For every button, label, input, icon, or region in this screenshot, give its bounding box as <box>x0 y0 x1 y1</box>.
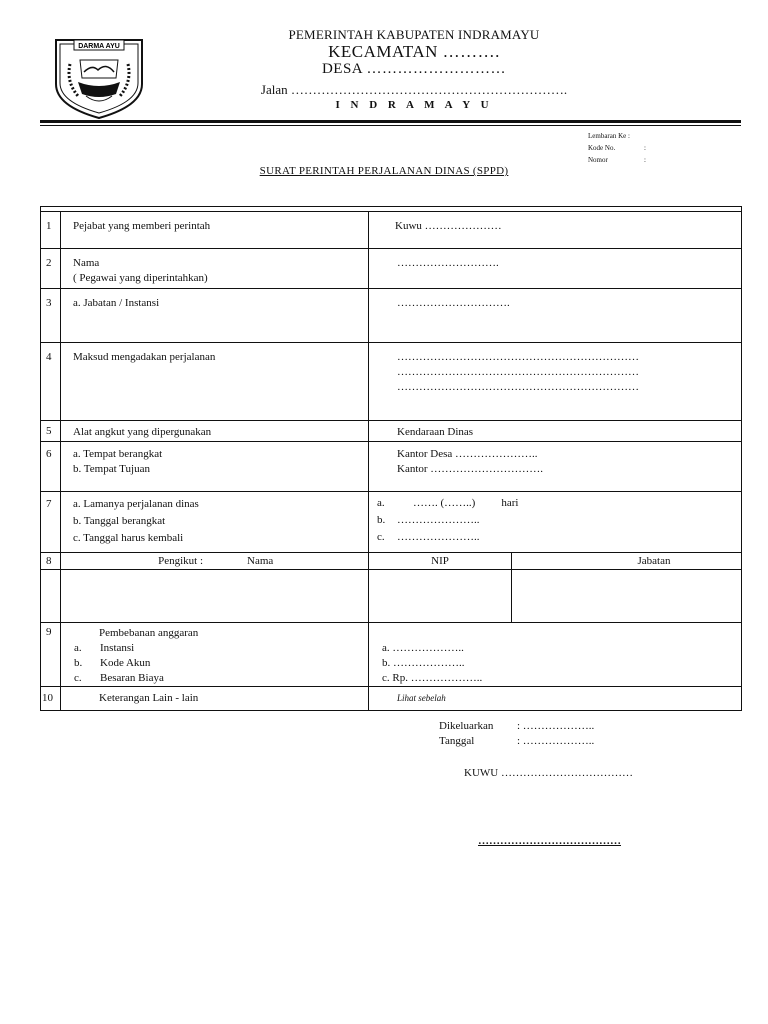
label-text: Kode Akun <box>100 657 151 669</box>
nip-header: NIP <box>369 553 512 570</box>
row-3 <box>41 289 742 343</box>
label-line: a. Lamanya perjalanan dinas <box>73 498 199 510</box>
row-number: 2 <box>41 249 61 289</box>
value-line: Kantor Desa ………………….. <box>397 448 538 460</box>
kecamatan-line: KECAMATAN ………. <box>328 42 500 61</box>
pengikut-header-cell <box>61 553 369 570</box>
kode-label: Kode No. <box>588 144 616 152</box>
header-rule-thin <box>40 125 741 126</box>
lembaran-label: Lembaran Ke : <box>588 132 630 140</box>
row-9 <box>41 623 742 687</box>
kuwu-signatory: KUWU ……………………………… <box>464 767 633 779</box>
row-number: 4 <box>41 343 61 421</box>
row-value: Lihat sebelah <box>369 687 742 711</box>
row-4 <box>41 343 742 421</box>
dikeluarkan-value: : ……………….. <box>517 720 595 732</box>
row-label <box>61 623 369 687</box>
label-text: Besaran Biaya <box>100 672 164 684</box>
kode-value: : <box>644 144 646 152</box>
row-number: 6 <box>41 442 61 492</box>
dikeluarkan-row <box>439 720 594 732</box>
pengikut-nip-cell <box>369 570 512 623</box>
row-value: ………………………. <box>369 249 742 289</box>
row-1 <box>41 212 742 249</box>
address-line: Jalan ………………………………………………………. <box>260 82 568 97</box>
row-number: 5 <box>41 421 61 442</box>
jabatan-header: Jabatan <box>512 553 742 570</box>
value-text: ……. (……..) <box>413 497 476 509</box>
row-7 <box>41 492 742 553</box>
pengikut-label: Pengikut : <box>158 555 203 567</box>
label-line: a. Tempat berangkat <box>73 448 163 460</box>
kode-row <box>588 144 646 152</box>
row-8-header <box>41 553 742 570</box>
value-line: c. Rp. ……………….. <box>382 672 483 684</box>
signatory-name-line: ………………………………… <box>478 835 621 847</box>
row-5 <box>41 421 742 442</box>
government-name: PEMERINTAH KABUPATEN INDRAMAYU <box>288 27 540 42</box>
value-line: a. ……………….. <box>382 642 464 654</box>
nomor-value: : <box>644 156 646 164</box>
nama-header: Nama <box>247 555 274 567</box>
value-prefix: a. <box>377 497 385 509</box>
row-value: Kuwu ………………… <box>369 212 742 249</box>
label-prefix: a. <box>74 642 82 654</box>
desa-line: DESA ……………………… <box>321 61 507 77</box>
pengikut-jabatan-cell <box>512 570 742 623</box>
label-line <box>74 656 368 671</box>
row-number: 1 <box>41 212 61 249</box>
row-label: Keterangan Lain - lain <box>61 687 369 711</box>
label-prefix: b. <box>74 657 83 669</box>
value-line: ………………………………………………………… <box>397 381 639 393</box>
label-line: Nama <box>73 257 100 269</box>
nomor-row <box>588 156 646 164</box>
row-value <box>369 442 742 492</box>
value-line: ………………………………………………………… <box>397 366 639 378</box>
row-number-empty <box>41 570 61 623</box>
label-line: ( Pegawai yang diperintahkan) <box>73 272 208 284</box>
row-label: a. Jabatan / Instansi <box>61 289 369 343</box>
row-label: Maksud mengadakan perjalanan <box>61 343 369 421</box>
label-line: Pembebanan anggaran <box>99 627 199 639</box>
row-value: …………………………. <box>369 289 742 343</box>
document-title: SURAT PERINTAH PERJALANAN DINAS (SPPD) <box>259 165 509 177</box>
city-line: I N D R A M A Y U <box>335 99 493 111</box>
row-10 <box>41 687 742 711</box>
label-text: Instansi <box>100 642 135 654</box>
value-line <box>377 497 741 514</box>
value-line <box>377 531 741 548</box>
row-value: Kendaraan Dinas <box>369 421 742 442</box>
row-label <box>61 492 369 553</box>
row-number: 9 <box>41 623 61 687</box>
pengikut-nama-cell <box>61 570 369 623</box>
row-number: 10 <box>41 687 61 711</box>
tanggal-row <box>439 735 594 747</box>
label-line: b. Tanggal berangkat <box>73 515 166 527</box>
label-line <box>74 671 368 686</box>
row-2 <box>41 249 742 289</box>
row-value <box>369 623 742 687</box>
row-label: Pejabat yang memberi perintah <box>61 212 369 249</box>
value-text: ………………….. <box>397 531 480 543</box>
row-number: 7 <box>41 492 61 553</box>
row-label: Alat angkut yang dipergunakan <box>61 421 369 442</box>
tanggal-label: Tanggal <box>439 735 475 747</box>
value-line: ………………………………………………………… <box>397 351 639 363</box>
dikeluarkan-label: Dikeluarkan <box>439 720 494 732</box>
nomor-label: Nomor <box>588 156 608 164</box>
value-line: b. ……………….. <box>382 657 465 669</box>
value-prefix: c. <box>377 531 385 543</box>
value-text: ………………….. <box>397 514 480 526</box>
row-label <box>61 249 369 289</box>
value-prefix: b. <box>377 514 386 526</box>
tanggal-value: : ……………….. <box>517 735 595 747</box>
row-number: 3 <box>41 289 61 343</box>
kabupaten-indramayu-logo <box>50 34 148 120</box>
row-value <box>369 492 742 553</box>
label-line <box>74 641 368 656</box>
label-line: b. Tempat Tujuan <box>73 463 150 475</box>
row-6 <box>41 442 742 492</box>
row-label <box>61 442 369 492</box>
logo-text: DARMA AYU <box>78 43 120 50</box>
value-line <box>377 514 741 531</box>
row-value <box>369 343 742 421</box>
label-prefix: c. <box>74 672 82 684</box>
row-8-entries <box>41 570 742 623</box>
header-rule-thick <box>40 120 741 123</box>
label-line: c. Tanggal harus kembali <box>73 532 184 544</box>
row-number: 8 <box>41 553 61 570</box>
value-line: Kantor …………………………. <box>397 463 544 475</box>
value-unit: hari <box>501 497 519 509</box>
sppd-form-table <box>40 206 742 711</box>
